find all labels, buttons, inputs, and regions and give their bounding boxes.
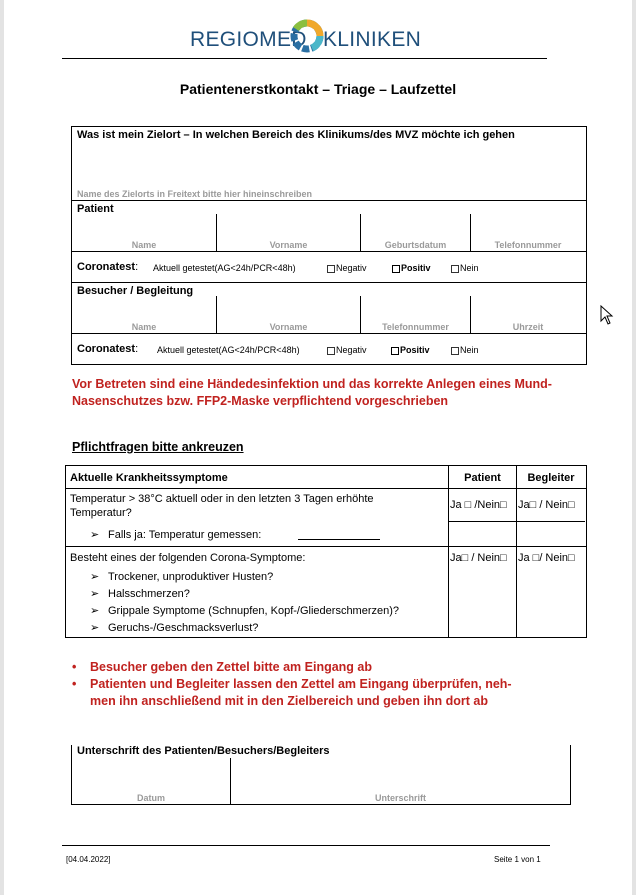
divider <box>65 488 586 489</box>
hygiene-warning-line2: Nasenschutzes bzw. FFP2-Maske verpflichtend vorgeschrieben <box>72 394 449 408</box>
symptom-text: Halsschmerzen? <box>108 588 190 600</box>
checkbox-icon <box>391 347 399 355</box>
table-header-visitor: Begleiter <box>527 472 575 484</box>
patient-symptoms-answer[interactable]: Ja□ / Nein□ <box>450 552 507 564</box>
symptom-text: Geruchs-/Geschmacksverlust? <box>108 622 259 634</box>
mouse-cursor-icon <box>600 305 614 325</box>
patient-option-nein[interactable] <box>451 263 479 273</box>
option-label: Positiv <box>400 345 430 355</box>
visitor-time-field[interactable]: Uhrzeit <box>512 322 544 332</box>
table-header-symptoms: Aktuelle Krankheitssymptome <box>70 472 228 484</box>
arrow-bullet-icon: ➢ <box>90 588 100 600</box>
option-label: Nein <box>460 263 479 273</box>
visitor-option-nein[interactable] <box>451 345 479 355</box>
visitor-option-negativ[interactable] <box>327 345 367 355</box>
option-label: Negativ <box>336 345 367 355</box>
corona-description: Aktuell getestet(AG<24h/PCR<48h) <box>153 263 296 273</box>
bullet-dot-icon: • <box>72 677 77 691</box>
divider <box>71 200 586 201</box>
signature-date-field[interactable]: Datum <box>136 793 165 803</box>
mandatory-heading: Pflichtfragen bitte ankreuzen <box>72 440 244 454</box>
divider <box>570 745 571 805</box>
signature-field[interactable]: Unterschrift <box>374 793 426 803</box>
regiomed-logo-icon <box>290 19 324 53</box>
visitor-phone-field[interactable]: Telefonnummer <box>382 322 449 332</box>
arrow-bullet-icon: ➢ <box>90 571 100 583</box>
visitor-header: Besucher / Begleitung <box>77 285 194 297</box>
visitor-firstname-field[interactable]: Vorname <box>269 322 308 332</box>
checkbox-icon <box>451 265 459 273</box>
page-right-edge <box>632 0 636 895</box>
divider <box>516 465 517 637</box>
patient-phone-field[interactable]: Telefonnummer <box>494 240 562 250</box>
divider <box>71 251 586 252</box>
visitor-symptoms-answer[interactable]: Ja □/ Nein□ <box>518 552 575 564</box>
checkbox-icon <box>327 265 335 273</box>
corona-colon: : <box>135 261 139 273</box>
question-corona-symptoms: Besteht eines der folgenden Corona-Symptome: <box>70 552 306 564</box>
divider <box>448 521 585 522</box>
patient-option-positiv[interactable] <box>392 263 431 273</box>
signature-label: Unterschrift des Patienten/Besuchers/Begleiters <box>77 745 330 757</box>
option-label: Negativ <box>336 263 367 273</box>
patient-name-field[interactable]: Name <box>131 240 157 250</box>
symptom-item <box>90 587 190 601</box>
bullet-dot-icon: • <box>72 660 77 674</box>
option-label: Positiv <box>401 263 431 273</box>
destination-label: Was ist mein Zielort – In welchen Bereich des Klinikums/des MVZ möchte ich gehen <box>77 129 515 141</box>
logo-text-left: REGIOMED <box>190 28 307 51</box>
question-temperature-line1: Temperatur > 38°C aktuell oder in den letzten 3 Tagen erhöhte <box>70 493 374 505</box>
subitem-text: Falls ja: Temperatur gemessen: <box>108 529 262 541</box>
patient-option-negativ[interactable] <box>327 263 367 273</box>
temperature-input-line[interactable] <box>298 539 380 540</box>
divider <box>71 333 586 334</box>
hygiene-warning-line1: Vor Betreten sind eine Händedesinfektion und das korrekte Anlegen eines Mund- <box>72 377 552 391</box>
patient-corona-row <box>77 261 138 273</box>
page-left-edge <box>0 0 4 895</box>
bullet-patients-line2: men ihn anschließend mit in den Zielbereich und geben ihn dort ab <box>90 694 488 708</box>
corona-label: Coronatest <box>77 261 136 273</box>
symptom-text: Grippale Symptome (Schnupfen, Kopf-/Gliederschmerzen)? <box>108 605 400 617</box>
symptom-item <box>90 570 273 584</box>
destination-hint: Name des Zielorts in Freitext bitte hier hineinschreiben <box>77 189 313 199</box>
visitor-corona-row <box>77 343 138 355</box>
symptom-text: Trockener, unproduktiver Husten? <box>108 571 274 583</box>
footer-date: [04.04.2022] <box>66 855 111 864</box>
checkbox-icon <box>327 347 335 355</box>
corona-colon: : <box>135 343 139 355</box>
patient-temperature-answer[interactable]: Ja □ /Nein□ <box>450 499 507 511</box>
checkbox-icon <box>451 347 459 355</box>
footer-rule <box>62 845 550 846</box>
visitor-temperature-answer[interactable]: Ja□ / Nein□ <box>518 499 575 511</box>
patient-header: Patient <box>77 203 114 215</box>
patient-birthdate-field[interactable]: Geburtsdatum <box>384 240 447 250</box>
symptom-item <box>90 621 258 635</box>
patient-firstname-field[interactable]: Vorname <box>269 240 308 250</box>
question-temperature-line2: Temperatur? <box>70 507 132 519</box>
arrow-bullet-icon: ➢ <box>90 622 100 634</box>
symptom-item <box>90 604 399 618</box>
header-rule <box>62 58 547 59</box>
divider <box>71 804 571 805</box>
table-header-patient: Patient <box>464 472 501 484</box>
bullet-patients-line1: Patienten und Begleiter lassen den Zettel am Eingang überprüfen, neh- <box>90 677 512 691</box>
visitor-option-positiv[interactable] <box>391 345 430 355</box>
logo-text-right: KLINIKEN <box>323 28 422 51</box>
checkbox-icon <box>392 265 400 273</box>
divider <box>71 282 586 283</box>
footer-page-number: Seite 1 von 1 <box>494 855 541 864</box>
destination-input[interactable] <box>75 140 580 198</box>
arrow-bullet-icon: ➢ <box>90 529 100 541</box>
visitor-name-field[interactable]: Name <box>131 322 157 332</box>
temperature-subitem <box>90 528 261 542</box>
arrow-bullet-icon: ➢ <box>90 605 100 617</box>
bullet-visitors: Besucher geben den Zettel bitte am Eingang ab <box>90 660 372 674</box>
option-label: Nein <box>460 345 479 355</box>
divider <box>65 546 586 547</box>
corona-label: Coronatest <box>77 343 136 355</box>
corona-description: Aktuell getestet(AG<24h/PCR<48h) <box>157 345 300 355</box>
page-title: Patientenerstkontakt – Triage – Laufzettel <box>179 81 457 97</box>
divider <box>448 465 449 637</box>
